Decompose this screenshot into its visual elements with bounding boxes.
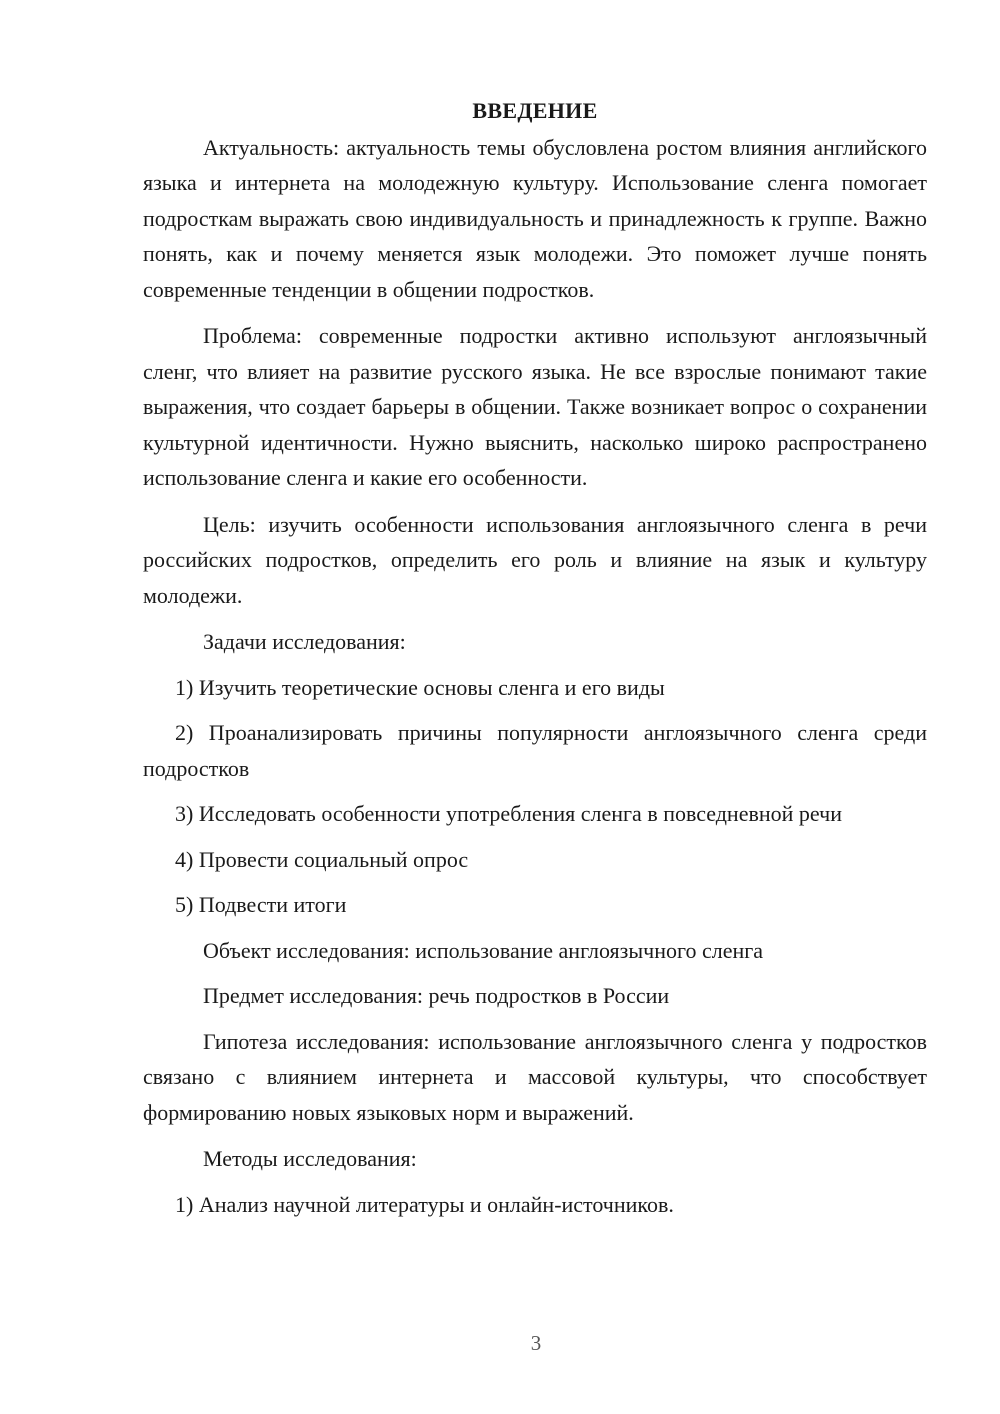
hypothesis-paragraph: Гипотеза исследования: использование англоязычного сленга у подростков связано с влиянием интернета и массовой культуры, что способствует формированию новых языковых норм и выражений.	[143, 1028, 927, 1125]
problem-paragraph: Проблема: современные подростки активно используют англоязычный сленг, что влияет на развитие русского языка. Не все взрослые понимают такие выражения, что создает барьеры в общении. Также возникает вопрос о сохранении культурной идентичности. Нужно выяснить, насколько широко распространено использование сленга и какие его особенности.	[143, 323, 927, 490]
task-item: 3) Исследовать особенности употребления сленга в повседневной речи	[175, 801, 842, 826]
task-item: 2) Проанализировать причины популярности англоязычного сленга среди подростков	[143, 720, 927, 781]
section-title: ВВЕДЕНИЕ	[472, 98, 598, 123]
task-item: 4) Провести социальный опрос	[175, 846, 469, 872]
tasks-heading: Задачи исследования:	[203, 629, 406, 654]
methods-heading: Методы исследования:	[203, 1146, 417, 1171]
research-object: Объект исследования: использование англоязычного сленга	[203, 937, 764, 963]
page-content	[143, 93, 927, 1232]
relevance-paragraph: Актуальность: актуальность темы обусловлена ростом влияния английского языка и интернета на молодежную культуру. Использование сленга помогает подросткам выражать свою индивидуальность и принадлежность к группе. Важно понять, как и почему меняется язык молодежи. Это поможет лучше понять современные тенденции в общении подростков.	[143, 134, 927, 302]
task-item: 1) Изучить теоретические основы сленга и его виды	[175, 674, 665, 700]
goal-paragraph: Цель: изучить особенности использования англоязычного сленга в речи российских подростков, определить его роль и влияние на язык и культуру молодежи.	[143, 511, 927, 608]
research-subject: Предмет исследования: речь подростков в России	[203, 983, 670, 1008]
method-item: 1) Анализ научной литературы и онлайн-источников.	[175, 1191, 674, 1217]
page-number: 3	[530, 1331, 542, 1355]
task-item: 5) Подвести итоги	[175, 892, 347, 917]
